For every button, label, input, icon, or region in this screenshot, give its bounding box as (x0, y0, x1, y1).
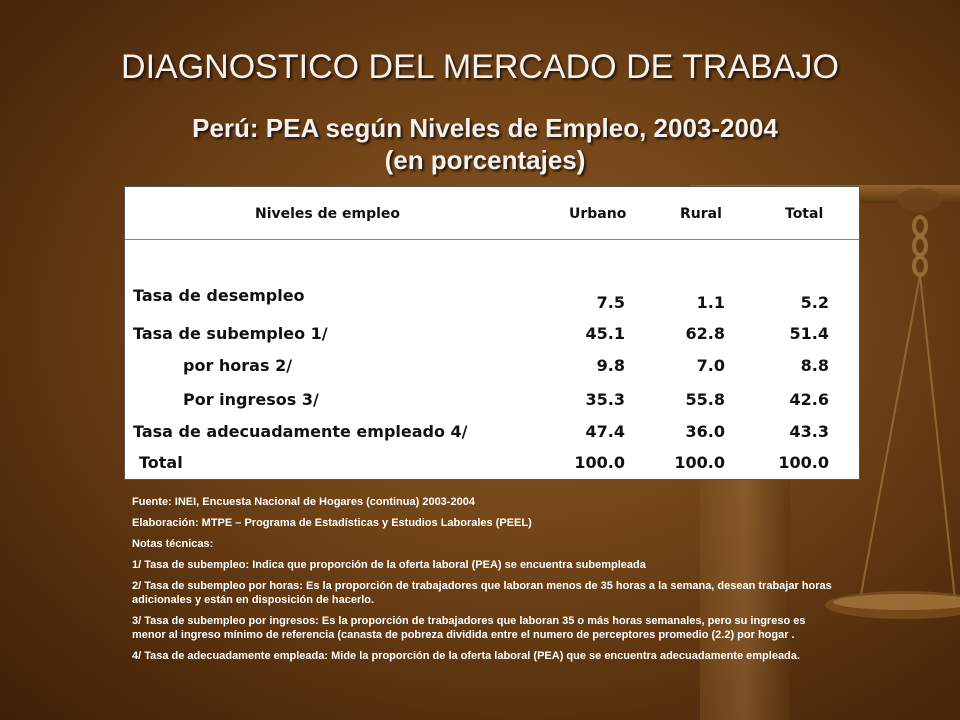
employment-table (124, 186, 860, 480)
page-title: DIAGNOSTICO DEL MERCADO DE TRABAJO (121, 48, 839, 86)
cell-rural: 62.8 (685, 324, 725, 343)
header-rural: Rural (680, 206, 722, 222)
cell-total: 5.2 (800, 293, 829, 312)
footnotes (132, 495, 842, 670)
row-label: Tasa de desempleo (133, 286, 305, 305)
header-urbano: Urbano (569, 206, 627, 222)
header-total: Total (785, 206, 824, 222)
cell-rural: 100.0 (674, 453, 725, 472)
cell-total: 100.0 (778, 453, 829, 472)
cell-rural: 36.0 (685, 422, 725, 441)
cell-urbano: 7.5 (596, 293, 625, 312)
cell-urbano: 45.1 (585, 324, 625, 343)
row-label: por horas 2/ (183, 356, 293, 375)
cell-total: 43.3 (789, 422, 829, 441)
cell-total: 42.6 (789, 390, 829, 409)
subtitle-line-2: (en porcentajes) (384, 145, 586, 175)
cell-rural: 7.0 (696, 356, 725, 375)
note-1: 1/ Tasa de subempleo: Indica que proporción de la oferta laboral (PEA) se encuentra subempleada (132, 559, 646, 571)
technical-notes-heading: Notas técnicas: (132, 538, 214, 550)
cell-rural: 1.1 (696, 293, 725, 312)
note-2: 2/ Tasa de subempleo por horas: Es la proporción de trabajadores que laboran menos de 35 horas a la semana, desean trabajar horas adicionales y están en disposición de hacerlo. (132, 580, 832, 606)
cell-urbano: 35.3 (585, 390, 625, 409)
row-label: Por ingresos 3/ (183, 390, 319, 409)
note-4: 4/ Tasa de adecuadamente empleada: Mide la proporción de la oferta laboral (PEA) que se encuentra adecuadamente empleada. (132, 650, 800, 662)
note-3: 3/ Tasa de subempleo por ingresos: Es la proporción de trabajadores que laboran 35 o más horas semanales, pero su ingreso es menor al ingreso mínimo de referencia (canasta de pobreza dividida entre el numero de perceptores promedio (2.2) por hogar . (132, 615, 806, 641)
cell-rural: 55.8 (685, 390, 725, 409)
header-niveles: Niveles de empleo (255, 206, 401, 222)
source-note: Fuente: INEI, Encuesta Nacional de Hogares (continua) 2003-2004 (132, 496, 475, 508)
cell-urbano: 9.8 (596, 356, 625, 375)
page-subtitle (165, 112, 805, 176)
subtitle-line-1: Perú: PEA según Niveles de Empleo, 2003-2004 (192, 113, 778, 143)
row-label: Total (139, 453, 183, 472)
cell-total: 51.4 (789, 324, 829, 343)
cell-urbano: 47.4 (585, 422, 625, 441)
elaboration-note: Elaboración: MTPE – Programa de Estadísticas y Estudios Laborales (PEEL) (132, 517, 532, 529)
row-label: Tasa de subempleo 1/ (133, 324, 328, 343)
row-label: Tasa de adecuadamente empleado 4/ (133, 422, 468, 441)
cell-urbano: 100.0 (574, 453, 625, 472)
table-header (125, 187, 859, 240)
cell-total: 8.8 (800, 356, 829, 375)
